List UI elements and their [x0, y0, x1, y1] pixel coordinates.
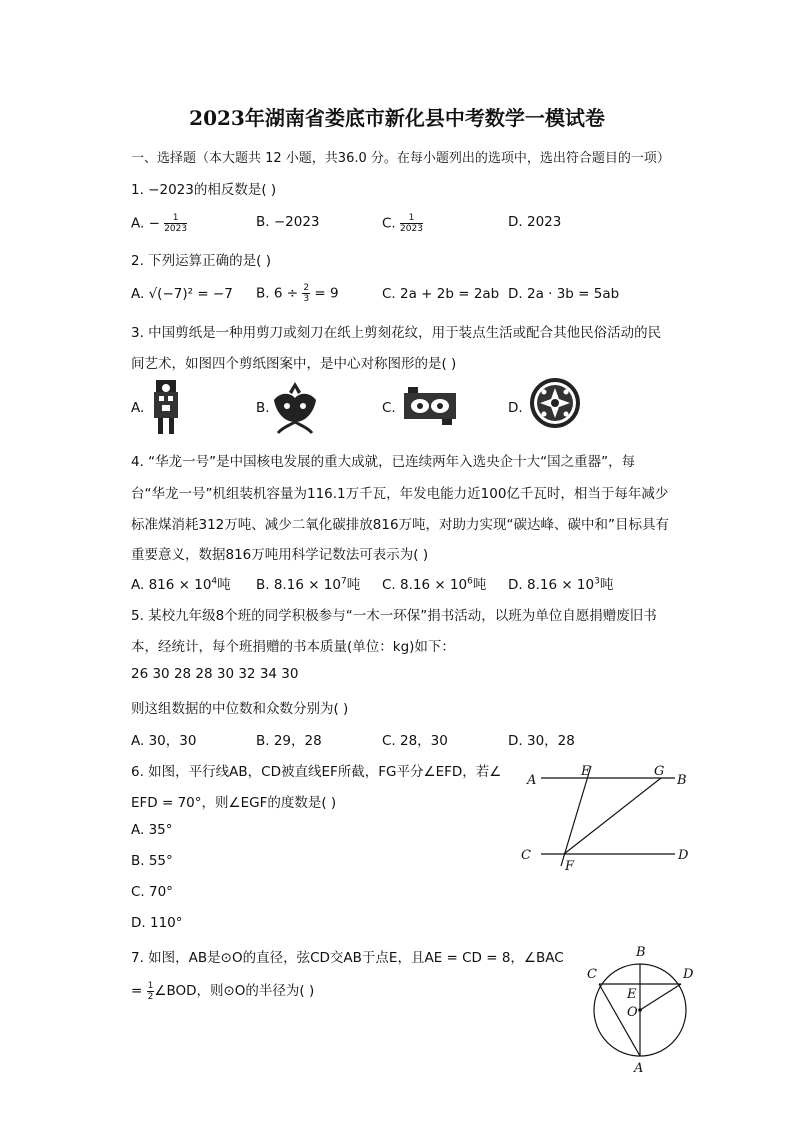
- label-f: F: [565, 859, 575, 874]
- q2-option-b[interactable]: [256, 283, 339, 304]
- q2-option-b-fraction: $\frac{2}{3}$: [303, 283, 310, 304]
- q6-option-a[interactable]: A. 35°: [131, 822, 173, 838]
- label-d: D: [683, 967, 694, 982]
- question-1-stem: 1. −2023的相反数是( ): [131, 182, 277, 198]
- line-ef: [561, 766, 591, 866]
- segment-od: [640, 984, 681, 1010]
- circle-figure: [578, 940, 703, 1075]
- q2-option-d[interactable]: D. 2a · 3b = 5ab: [508, 286, 620, 302]
- parallel-lines-figure: [515, 760, 700, 875]
- q2-option-a[interactable]: A. √(−7)² = −7: [131, 286, 233, 302]
- q7-line2-post: ∠BOD，则⊙O的半径为( ): [154, 983, 315, 999]
- question-4-line2: 台“华龙一号”机组装机容量为116.1万千瓦，年发电能力近100亿千瓦时，相当于每年减少: [131, 486, 669, 502]
- label-b: B: [636, 945, 646, 960]
- question-5-line1: 5. 某校九年级8个班的同学积极参与“一木一环保”捐书活动，以班为单位自愿捐赠废旧书: [131, 608, 657, 624]
- papercut-figure-b-icon: [270, 378, 320, 436]
- question-3-line2: 间艺术，如图四个剪纸图案中，是中心对称图形的是( ): [131, 356, 457, 372]
- label-o: O: [627, 1005, 638, 1020]
- q1-option-c-label: C.: [382, 215, 396, 232]
- label-e: E: [581, 764, 591, 779]
- label-b: B: [677, 773, 687, 788]
- q5-option-b[interactable]: B. 29，28: [256, 733, 322, 749]
- q2-option-b-post: = 9: [310, 285, 339, 302]
- label-d: D: [678, 848, 689, 863]
- question-4-line3: 标准煤消耗312万吨、减少二氧化碳排放816万吨，对助力实现“碳达峰、碳中和”目标具有: [131, 517, 670, 533]
- question-4-line4: 重要意义，数据816万吨用科学记数法可表示为( ): [131, 547, 429, 563]
- q1-option-a[interactable]: [131, 213, 187, 234]
- q1-option-c[interactable]: [382, 213, 423, 234]
- question-7-line1: 7. 如图，AB是⊙O的直径，弦CD交AB于点E，且AE = CD = 8，∠BAC: [131, 950, 564, 966]
- q1-option-d[interactable]: D. 2023: [508, 214, 562, 230]
- q7-fraction: $\frac{1}{2}$: [147, 980, 154, 1002]
- q1-option-c-fraction: $\frac{1}{2023}$: [400, 213, 423, 234]
- label-g: G: [654, 764, 665, 779]
- line-fg: [564, 778, 661, 854]
- question-2-stem: 2. 下列运算正确的是( ): [131, 253, 271, 269]
- q5-option-c[interactable]: C. 28，30: [382, 733, 448, 749]
- q7-line2-pre: =: [131, 983, 147, 999]
- q4-option-b[interactable]: B. $8.16 \times 10^7$吨: [256, 576, 361, 593]
- q3-option-c[interactable]: C.: [382, 400, 396, 416]
- label-a: A: [634, 1061, 644, 1075]
- question-5-line2: 本，经统计，每个班捐赠的书本质量(单位：kg)如下：: [131, 639, 455, 655]
- section-heading: 一、选择题（本大题共 12 小题，共36.0 分。在每小题列出的选项中，选出符合题目的一项）: [131, 151, 670, 166]
- q1-option-a-label: A. −: [131, 215, 160, 232]
- question-5-line3: 则这组数据的中位数和众数分别为( ): [131, 701, 349, 717]
- q1-option-a-fraction: $\frac{1}{2023}$: [164, 213, 188, 234]
- label-e: E: [627, 987, 637, 1002]
- papercut-figure-c-icon: [402, 385, 458, 427]
- q4-option-a[interactable]: A. $816 \times 10^4$吨: [131, 576, 231, 593]
- q3-option-d[interactable]: D.: [508, 400, 523, 416]
- question-6-line2: EFD = 70°，则∠EGF的度数是( ): [131, 795, 337, 811]
- q1-option-b[interactable]: B. −2023: [256, 214, 320, 230]
- label-c: C: [521, 848, 531, 863]
- q2-option-b-pre: B. 6 ÷: [256, 285, 303, 302]
- question-5-data: 26 30 28 28 30 32 34 30: [131, 666, 299, 682]
- q5-option-d[interactable]: D. 30，28: [508, 733, 575, 749]
- page-title: 2023年湖南省娄底市新化县中考数学一模试卷: [189, 106, 605, 130]
- q3-option-a[interactable]: A.: [131, 400, 145, 416]
- label-c: C: [587, 967, 597, 982]
- q4-option-c[interactable]: C. $8.16 \times 10^6$吨: [382, 576, 487, 593]
- q6-option-b[interactable]: B. 55°: [131, 853, 173, 869]
- q3-option-b[interactable]: B.: [256, 400, 270, 416]
- question-4-line1: 4. “华龙一号”是中国核电发展的重大成就，已连续两年入选央企十大“国之重器”，每: [131, 454, 636, 470]
- q6-option-c[interactable]: C. 70°: [131, 884, 173, 900]
- q2-option-c[interactable]: C. 2a + 2b = 2ab: [382, 286, 500, 302]
- q6-option-d[interactable]: D. 110°: [131, 915, 183, 931]
- q4-option-d[interactable]: D. $8.16 \times 10^3$吨: [508, 576, 614, 593]
- q5-option-a[interactable]: A. 30，30: [131, 733, 197, 749]
- question-7-line2: [131, 979, 314, 1002]
- label-a: A: [527, 773, 537, 788]
- papercut-figure-a-icon: [150, 378, 182, 436]
- question-3-line1: 3. 中国剪纸是一种用剪刀或刻刀在纸上剪刻花纹，用于装点生活或配合其他民俗活动的民: [131, 325, 662, 341]
- question-6-line1: 6. 如图，平行线AB，CD被直线EF所截，FG平分∠EFD，若∠: [131, 764, 502, 780]
- papercut-figure-d-icon: [528, 376, 582, 430]
